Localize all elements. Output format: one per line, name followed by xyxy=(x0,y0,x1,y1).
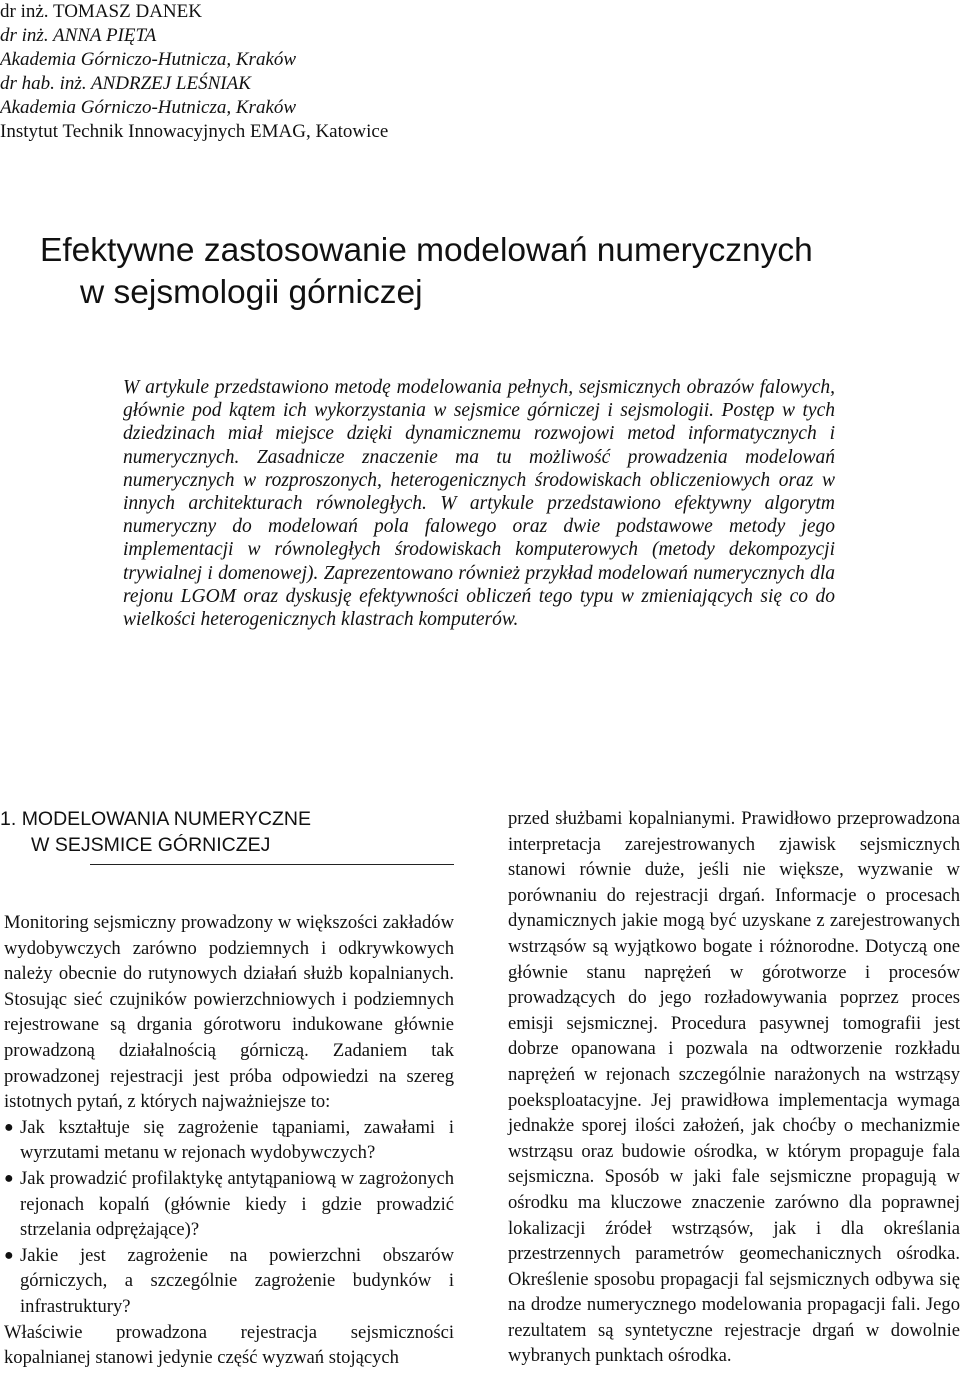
paper-title xyxy=(38,230,938,314)
title-line: w sejsmologii górniczej xyxy=(80,274,423,311)
affiliation-line: Akademia Górniczo-Hutnicza, Kraków xyxy=(0,97,297,118)
left-column xyxy=(4,910,454,1371)
abstract-text: W artykule przedstawiono metodę modelowania pełnych, sejsmicznych obrazów falowych, głównie pod kątem ich wykorzystania w sejsmice górniczej i sejsmologii. Postęp w tych dziedzinach miał miejsce dzięki dynamicznemu rozwojowi metod informatycznych i numerycznych. Zasadnicze znaczenie ma tu możliwość prowadzenia modelowań numerycznych w rozproszonych, heterogenicznych środowiskach obliczeniowych oraz w innych architekturach równoległych. W artykule przedstawiono efektywny algorytm numeryczny do modelowań pola falowego oraz dwie podstawowe metody jego implementacji w równoległych środowiskach komputerowych (metody dekompozycji trywialnej i domenowej). Zaprezentowano również przykład modelowań numerycznych dla rejonu LGOM oraz dyskusję efektywności obliczeń tego typu w zmieniających się co do wielkości heterogenicznych klastrach komputerów. xyxy=(123,377,835,631)
title-line: Efektywne zastosowanie modelowań numerycznych xyxy=(40,232,813,269)
affiliation-line: Instytut Technik Innowacyjnych EMAG, Katowice xyxy=(0,121,389,142)
list-item xyxy=(4,1243,454,1320)
bullet-icon: ● xyxy=(4,1246,14,1264)
section-heading-line1 xyxy=(0,806,455,832)
section-title-line: MODELOWANIA NUMERYCZNE xyxy=(21,808,311,830)
section-title-line: W SEJSMICE GÓRNICZEJ xyxy=(31,834,271,856)
section-number: 1. xyxy=(0,808,17,830)
paragraph: Monitoring sejsmiczny prowadzony w większości zakładów wydobywczych zarówno podziemnych i odkrywkowych należy obecnie do rutynowych działań służb kopalnianych. Stosując sieć czujników powierzchniowych i podziemnych rejestrowane są drgania górotworu indukowane głównie prowadzoną działalnością górniczą. Zadaniem tak prowadzonej rejestracji jest próba odpowiedzi na szereg istotnych pytań, z których najważniejsze to: xyxy=(4,912,454,1113)
paragraph: Właściwie prowadzona rejestracja sejsmiczności kopalnianej stanowi jedynie część wyzwań stojących xyxy=(4,1321,454,1369)
author-line: dr inż. ANNA PIĘTA xyxy=(0,25,157,46)
author-line: dr hab. inż. ANDRZEJ LEŚNIAK xyxy=(0,73,251,94)
bullet-icon: ● xyxy=(4,1118,14,1136)
question-list xyxy=(4,1115,454,1320)
author-line: dr inż. TOMASZ DANEK xyxy=(0,1,202,22)
affiliation-line: Akademia Górniczo-Hutnicza, Kraków xyxy=(0,49,297,70)
right-column xyxy=(508,806,960,1369)
section-heading xyxy=(0,806,455,858)
list-item-text: Jak kształtuje się zagrożenie tąpaniami, zawałami i wyrzutami metanu w rejonach wydobywczych? xyxy=(20,1116,454,1164)
list-item-text: Jakie jest zagrożenie na powierzchni obszarów górniczych, a szczególnie zagrożenie budynków i infrastruktury? xyxy=(20,1244,454,1317)
list-item-text: Jak prowadzić profilaktykę antytąpaniową w zagrożonych rejonach kopalń (głównie kiedy i gdzie prowadzić strzelania odprężające)? xyxy=(20,1167,454,1241)
list-item xyxy=(4,1166,454,1243)
authors-block xyxy=(0,0,700,144)
bullet-icon: ● xyxy=(4,1169,14,1187)
section-divider xyxy=(90,864,454,865)
list-item xyxy=(4,1115,454,1166)
paragraph: przed służbami kopalnianymi. Prawidłowo przeprowadzona interpretacja zarejestrowanych zjawisk sejsmicznych stanowi równie duże, jeśli nie większe, wyzwanie w porównaniu do rejestracji drgań. Informacje o procesach dynamicznych jakie mogą być uzyskane z zarejestrowanych wstrząsów są wyjątkowo bogate i różnorodne. Dotyczą one głównie stanu naprężeń w górotworze i procesów prowadzących do jego rozładowywania poprzez proces emisji sejsmicznej. Procedura pasywnej tomografii jest dobrze opanowana i pozwala na odtworzenie rozkładu naprężeń w rejonach szczególnie narażonych na wstrząsy poeksploatacyjne. Jej prawidłowa implementacja wymaga jednakże sporej ilości założeń, jak choćby o mechanizmie wstrząsu oraz budowie ośrodka, w którym propaguje fala sejsmiczna. Sposób w jaki fale sejsmiczne propagują w ośrodku ma kluczowe znaczenie zarówno dla poprawnej lokalizacji źródeł wstrząsów, jak i dla określania przestrzennych parametrów geomechanicznych ośrodka. Określenie sposobu propagacji fal sejsmicznych odbywa się na drodze numerycznego modelowania propagacji fali. Jego rezultatem są syntetyczne rejestracje drgań w dowolnie wybranych punktach ośrodka. xyxy=(508,808,960,1367)
abstract xyxy=(123,376,835,631)
